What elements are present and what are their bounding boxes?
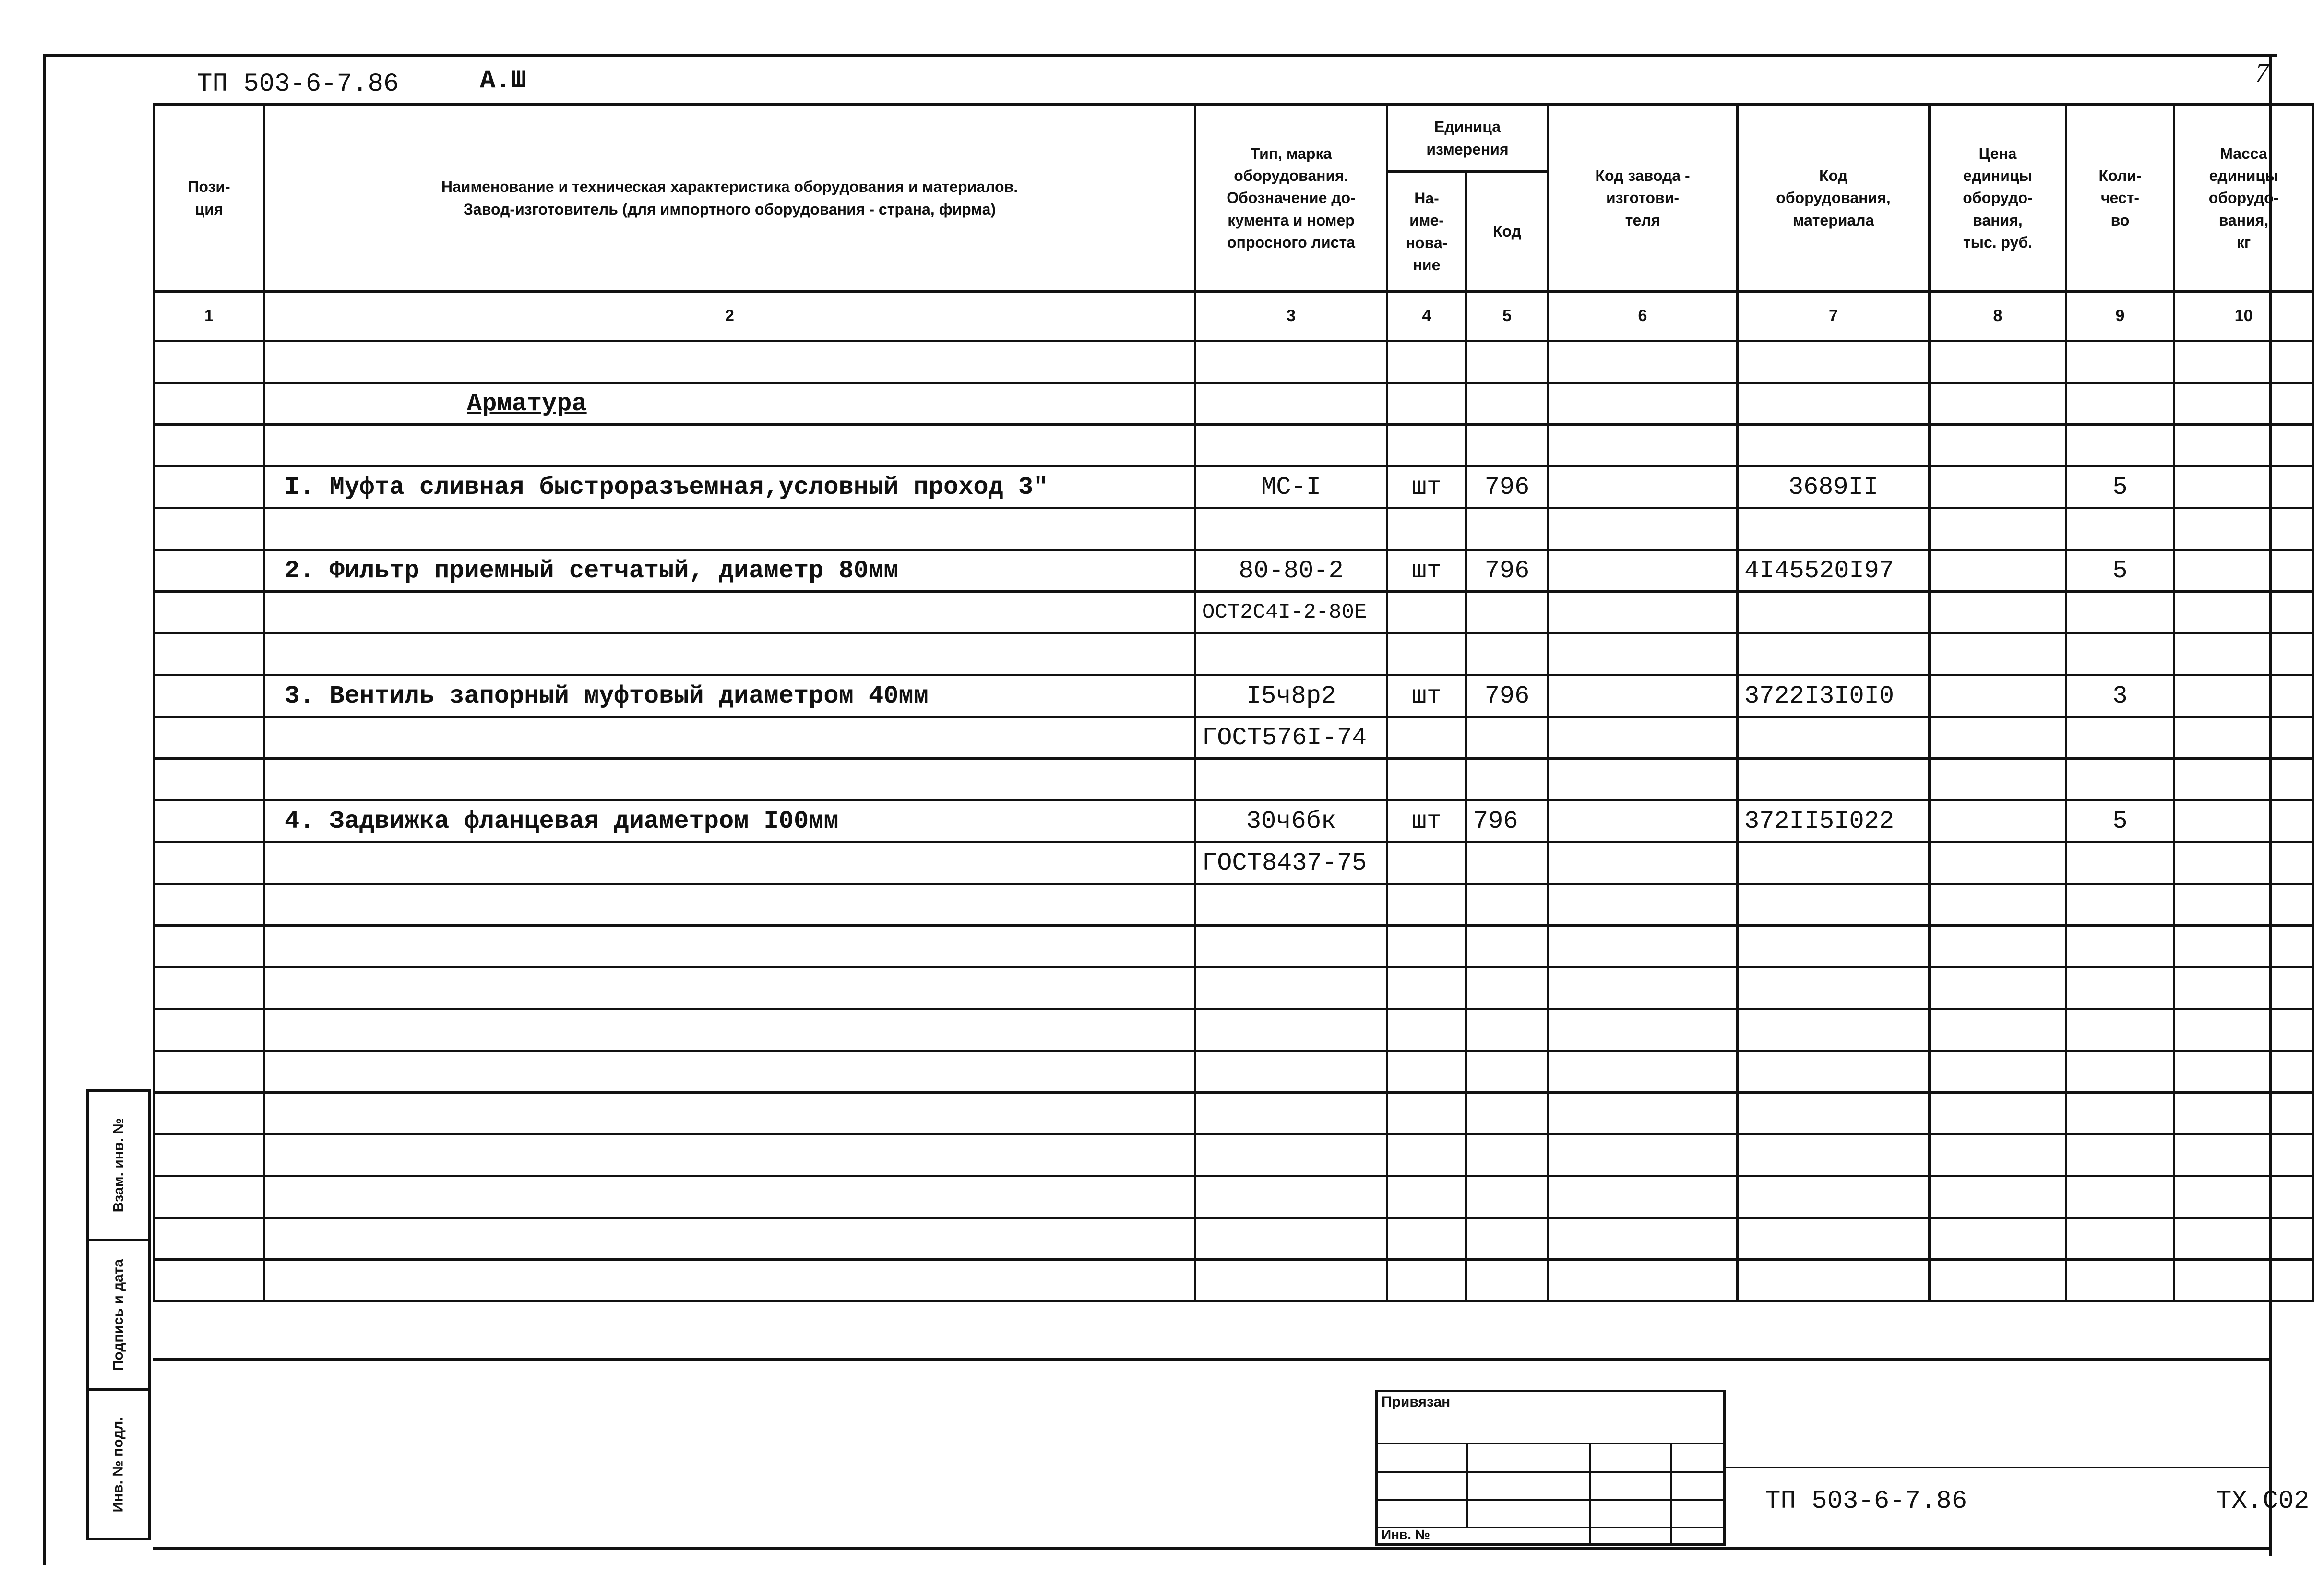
item-type: 30ч6бк [1195,800,1387,842]
item-document: ГОСТ576I-74 [1195,717,1387,759]
specification-table [153,103,2314,1302]
col-number: 2 [264,292,1195,341]
table-row [154,1260,2313,1301]
col-header-name: Наименование и техническая характеристика оборудования и материалов. Завод-изготовитель (для импортного оборудования - страна, фирма) [264,105,1195,292]
item-document: ОСТ2С4I-2-80Е [1195,592,1387,633]
table-row [154,967,2313,1009]
stamp-cell-signature-date: Подпись и дата [89,1241,148,1391]
item-quantity: 5 [2066,800,2174,842]
table-row [154,508,2313,550]
title-section-code: ТХ.С02 [2216,1487,2310,1516]
col-header-quantity: Коли- чест- во [2066,105,2174,292]
side-stamp [86,1089,151,1540]
item-unit-code: 796 [1466,466,1548,508]
table-row [154,800,2313,842]
frame-left-border [43,54,46,1565]
col-number: 6 [1548,292,1738,341]
col-header-type: Тип, марка оборудования. Обозначение до- кумента и номер опросного листа [1195,105,1387,292]
item-unit: шт [1387,466,1466,508]
item-type: МС-I [1195,466,1387,508]
col-number: 10 [2174,292,2313,341]
col-header-mass: Масса единицы оборудо- вания, кг [2174,105,2313,292]
table-row [154,1093,2313,1134]
col-header-factory-code: Код завода - изготови- теля [1548,105,1738,292]
table-row [154,1176,2313,1218]
col-number: 4 [1387,292,1466,341]
item-type: I5ч8р2 [1195,675,1387,717]
header-doc-code: ТП 503-6-7.86 [197,70,399,99]
item-quantity: 5 [2066,466,2174,508]
attached-label: Привязан [1382,1394,1451,1410]
item-unit: шт [1387,675,1466,717]
col-header-unit-code: Код [1466,172,1548,292]
table-row [154,550,2313,592]
attachment-grid [1375,1390,1726,1546]
table-row [154,383,2313,425]
table-row [154,1009,2313,1051]
item-name: 2. Фильтр приемный сетчатый, диаметр 80мм [264,550,1195,592]
table-row [154,1051,2313,1093]
table-row [154,675,2313,717]
table-row [154,466,2313,508]
inv-label: Инв. № [1382,1527,1430,1542]
table-row [154,425,2313,466]
item-unit-code: 796 [1466,550,1548,592]
col-number: 7 [1738,292,1930,341]
item-quantity: 5 [2066,550,2174,592]
section-title: Арматура [264,383,1195,425]
col-number: 3 [1195,292,1387,341]
table-row [154,1134,2313,1176]
col-header-unit-name: На- име- нова- ние [1387,172,1466,292]
stamp-cell-original-inv: Инв. № подл. [110,1417,126,1513]
table-row [154,842,2313,884]
item-unit: шт [1387,550,1466,592]
item-equipment-code: 3689II [1738,466,1930,508]
col-header-equipment-code: Код оборудования, материала [1738,105,1930,292]
item-quantity: 3 [2066,675,2174,717]
col-number: 1 [154,292,264,341]
table-row [154,341,2313,383]
col-header-position: Пози- ция [154,105,264,292]
item-unit: шт [1387,800,1466,842]
title-doc-code: ТП 503-6-7.86 [1765,1487,1967,1516]
table-row [154,759,2313,800]
title-block [153,1358,2310,1550]
col-header-price: Цена единицы оборудо- вания, тыс. руб. [1930,105,2066,292]
col-number: 5 [1466,292,1548,341]
item-type: 80-80-2 [1195,550,1387,592]
header-sheet-format: А.Ш [480,66,527,95]
table-row [154,1218,2313,1260]
table-row [154,633,2313,675]
page-number: 7 [2255,58,2269,88]
item-unit-code: 796 [1466,800,1548,842]
item-unit-code: 796 [1466,675,1548,717]
col-number: 8 [1930,292,2066,341]
col-header-unit-group: Единица измерения [1387,105,1548,172]
stamp-cell-replaced-inv: Взам. инв. № [89,1092,148,1241]
item-name: 4. Задвижка фланцевая диаметром I00мм [264,800,1195,842]
item-equipment-code: 3722I3I0I0 [1738,675,1930,717]
col-number: 9 [2066,292,2174,341]
table-row [154,884,2313,926]
item-document: ГОСТ8437-75 [1195,842,1387,884]
table-row [154,592,2313,633]
item-equipment-code: 4I45520I97 [1738,550,1930,592]
item-name: I. Муфта сливная быстроразъемная,условный проход 3" [264,466,1195,508]
item-equipment-code: 372II5I022 [1738,800,1930,842]
table-row [154,926,2313,967]
frame-top-border [46,54,2277,57]
table-row [154,717,2313,759]
item-name: 3. Вентиль запорный муфтовый диаметром 40мм [264,675,1195,717]
